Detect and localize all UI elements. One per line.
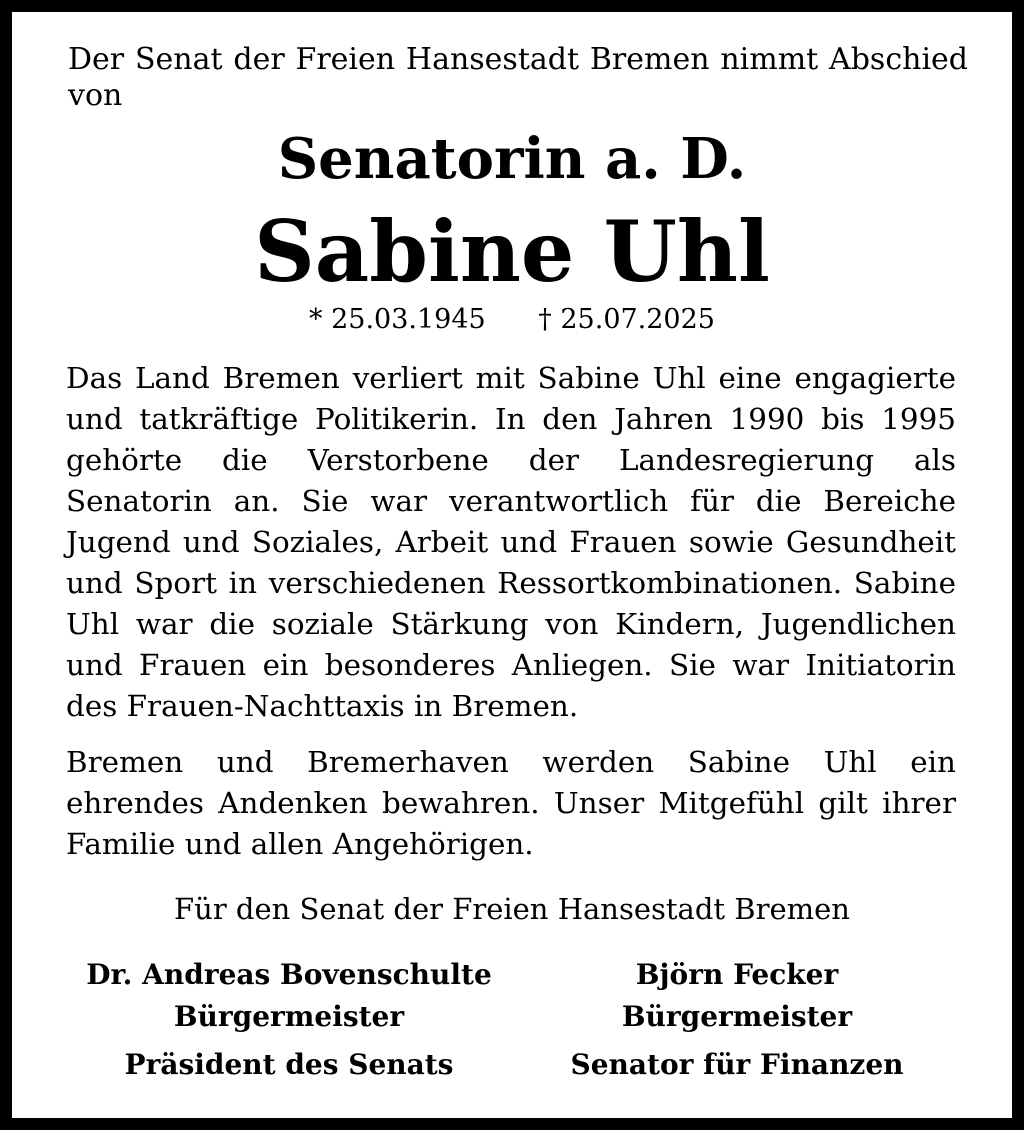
signatory-name: Björn Fecker (635, 958, 839, 991)
birth-date: * 25.03.1945 (309, 304, 486, 335)
intro-text: Der Senat der Freien Hansestadt Bremen nimmt Abschied von (68, 42, 968, 113)
signatory-role: Senator für Finanzen (570, 1048, 904, 1081)
obituary-notice (12, 12, 1012, 1118)
body-paragraph-2: Bremen und Bremerhaven werden Sabine Uhl ein ehrendes Andenken bewahren. Unser Mitgefühl gilt ihrer Familie und allen Angehörigen. (66, 745, 956, 861)
deceased-name: Sabine Uhl (254, 202, 770, 301)
signatory-right (512, 954, 962, 1086)
death-date: † 25.07.2025 (538, 304, 715, 335)
closing-line: Für den Senat der Freien Hansestadt Bremen (174, 892, 850, 926)
signatory-role: Präsident des Senats (124, 1048, 454, 1081)
signatory-left (64, 954, 514, 1086)
signatory-title: Bürgermeister (621, 1000, 853, 1033)
signatory-name: Dr. Andreas Bovenschulte (86, 958, 492, 991)
life-dates (12, 302, 1012, 338)
signatory-title: Bürgermeister (173, 1000, 405, 1033)
body-paragraph-1: Das Land Bremen verliert mit Sabine Uhl eine engagierte und tatkräftige Politikerin. In den Jahren 1990 bis 1995 gehörte die Verstorbene der Landesregierung als Senatorin an. Sie war verantwortlich für die Bereiche Jugend und Soziales, Arbeit und Frauen sowie Gesundheit und Sport in verschiedenen Ressortkombinationen. Sabine Uhl war die soziale Stärkung von Kindern, Jugendlichen und Frauen ein besonderes Anliegen. Sie war Initiatorin des Frauen-Nachttaxis in Bremen. (66, 361, 956, 723)
honorific-title: Senatorin a. D. (277, 126, 747, 192)
